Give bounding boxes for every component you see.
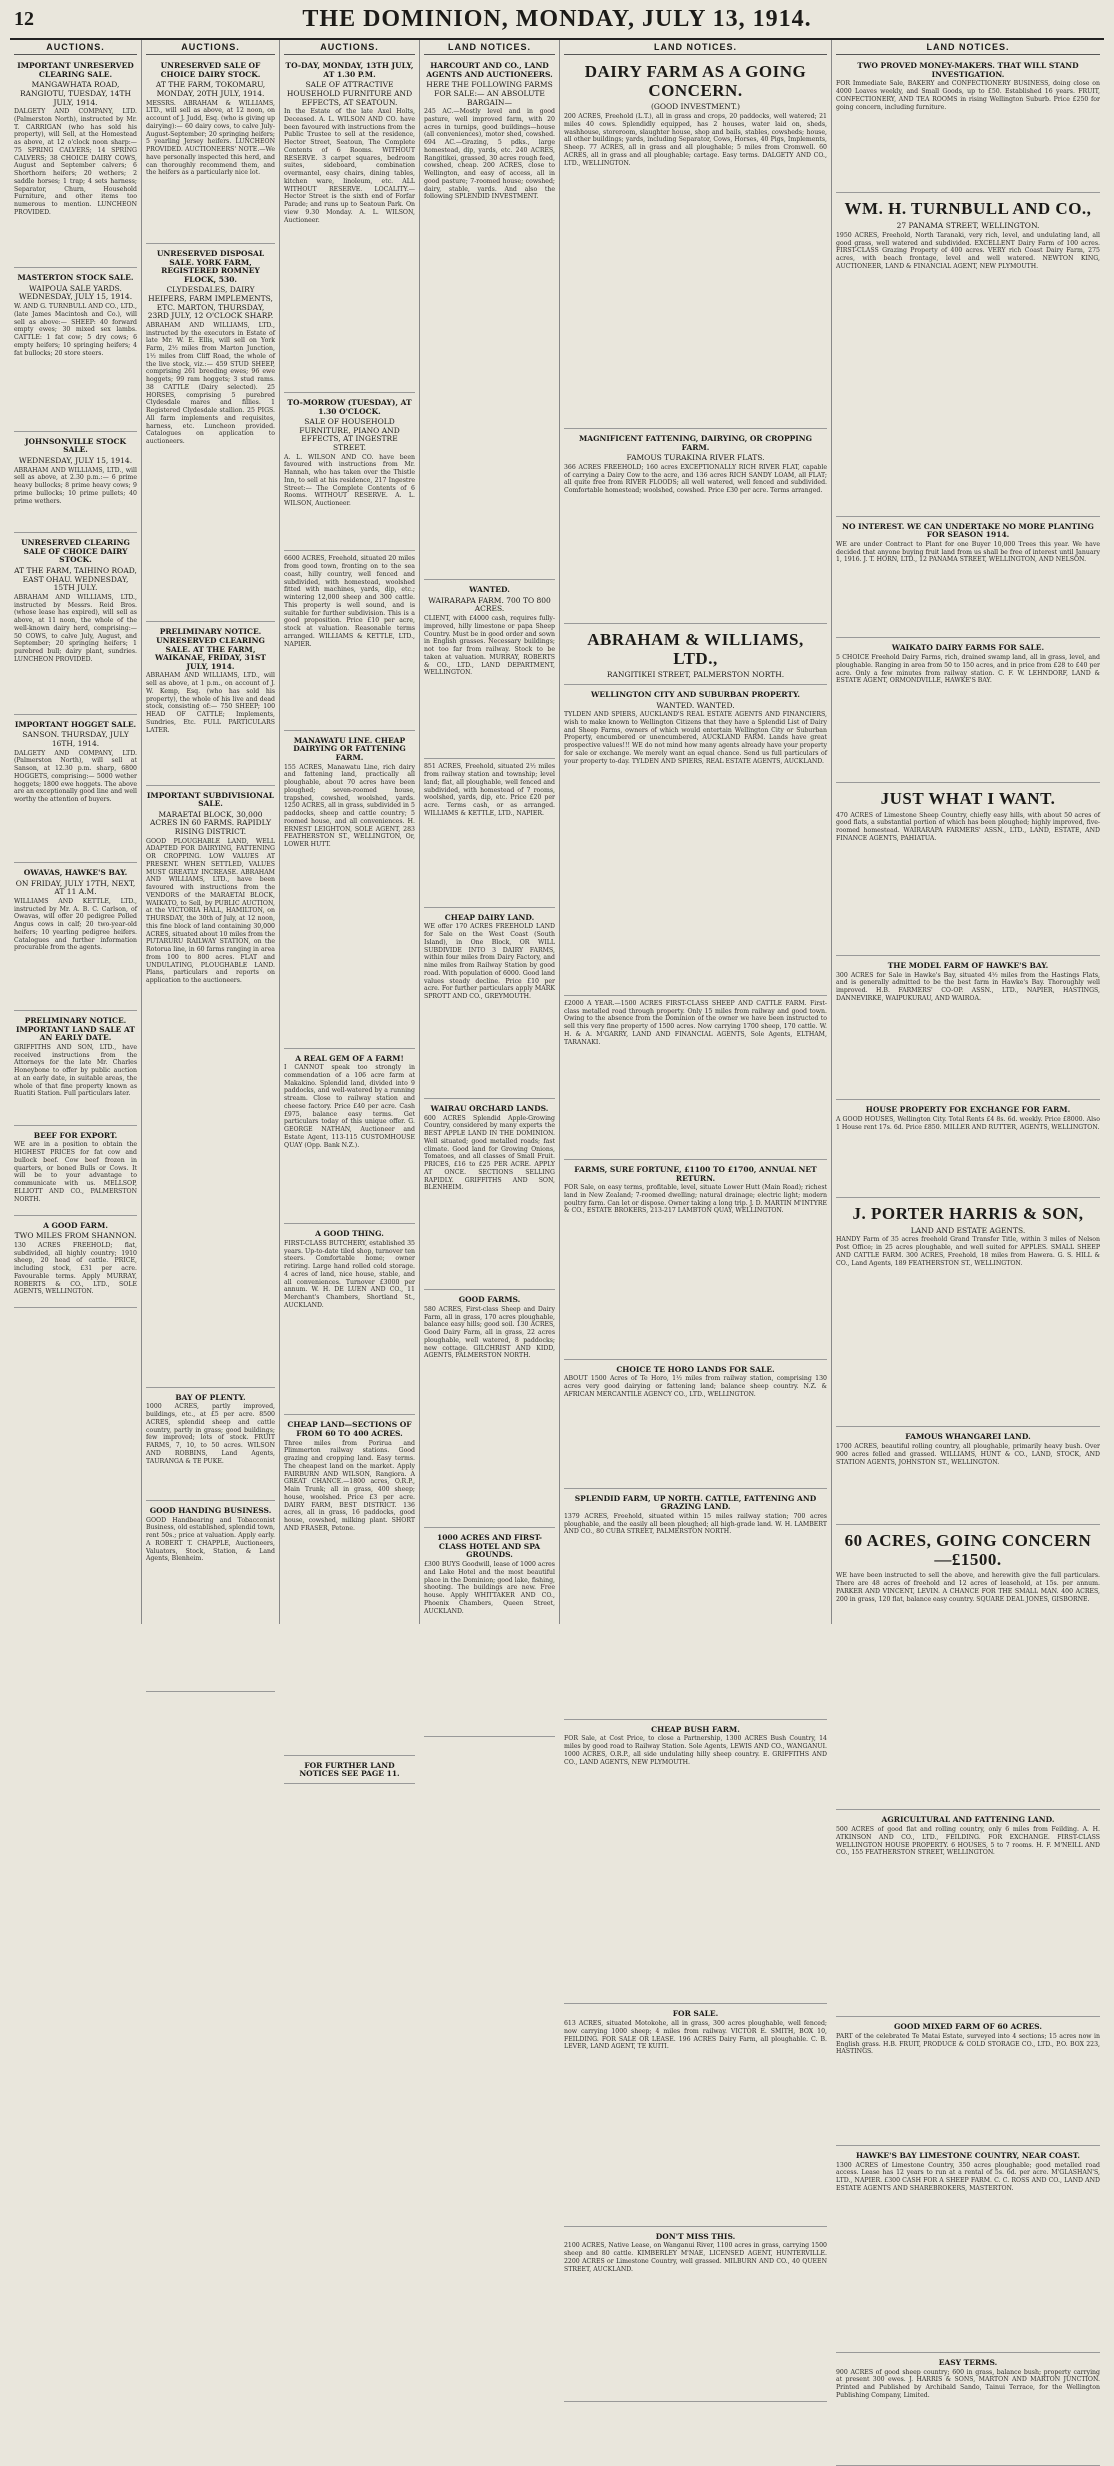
advertisement [836, 519, 1100, 639]
ad-title: JUST WHAT I WANT. [880, 788, 1056, 808]
column-4 [420, 40, 560, 1624]
ad-body: 600 ACRES Splendid Apple-Growing Country, considered by many experts the BEST APPLE LAND IN THE DOMINION. Well situated; good metalled roads; fast climate. Good land for Growing Onions, Tomatoes, and all classes of Small Fruit. PRICES, £16 to £25 PER ACRE. APPLY AT ONCE. SECTIONS SELLING RAPIDLY. GRIFFITHS AND SON, BLENHEIM. [424, 1114, 555, 1192]
ad-subtitle: WANTED. WANTED. [656, 700, 735, 710]
ad-body: 1700 ACRES, beautiful rolling country, all ploughable, primarily heavy bush. Over 900 acres felled and grassed. WILLIAMS, HUNT & CO., LAND, STOCK, AND STATION AGENTS, JOHNSTON ST., WELLINGTON. [836, 1443, 1100, 1466]
ad-body: DALGETY AND COMPANY, LTD. (Palmerston North), instructed by Mr. T. CARRIGAN (who has sold his property), will Sell, at the Homestead as above, at 12 o'clock noon sharp:— 75 SPRING CALVERS; 14 SPRING CALVERS; 38 CHOICE DAIRY COWS, August and September calvers; 6 Shorthorn heifers; 20 wethers; 2 saddle horses; 1 trap; 4 sets harness; Separator, Churn, Household Furniture, and other items too numerous to mention. LUNCHEON PROVIDED. [14, 108, 137, 216]
ad-body: 6600 ACRES, Freehold, situated 20 miles from good town, fronting on to the sea coast, hilly country, well fenced and subdivided, with homestead, woolshed fitted with machines, yards, dip, etc.; wintering 12,000 sheep and 300 cattle. This property is well sound, and is suitable for further subdivision. This is a good proposition. Price £10 per acre, stock at valuation. Reasonable terms arranged. WILLIAMS & KETTLE, LTD., NAPIER. [284, 555, 415, 648]
ad-title: TO-MORROW (TUESDAY), AT 1.30 O'CLOCK. [287, 397, 412, 416]
ad-body: ABRAHAM AND WILLIAMS, LTD., will sell as above, at 1 p.m., on account of J. W. Kemp, Esq. (who has sold his property), the whole of his live and dead stock, consisting of:— 750 SHEEP; 100 HEAD OF CATTLE; Implements, Sundries, Etc. FULL PARTICULARS LATER. [146, 672, 275, 734]
advertisement [564, 626, 827, 685]
ad-body: FOR Sale, on easy terms, profitable, level, situate Lower Hutt (Main Road); richest land in New Zealand; 7-roomed dwelling; natural drainage; electric light; modern poultry farm. Can let or dispose. Owner taking a long trip. J. D. MARTIN M'INTYRE & CO., ESTATE BROKERS, 213-217 LAMBTON QUAY, WELLINGTON. [564, 1184, 827, 1215]
ad-body: 613 ACRES, situated Motokohe, all in grass, 300 acres ploughable, well fenced; now carrying 1000 sheep; 4 miles from railway. VICTOR E. SMITH, BOX 10, FEILDING. FOR SALE OR LEASE. 196 ACRES Dairy Farm, all ploughable. C. B. LEVER, LAND AGENT, TE KUITI. [564, 2020, 827, 2051]
advertisement [146, 58, 275, 244]
columns [10, 40, 1104, 2399]
ad-body: PART of the celebrated Te Matai Estate, surveyed into 4 sections; 15 acres now in English grass. H.B. FRUIT, PRODUCE & COLD STORAGE CO., LTD., P.O. BOX 223, HASTINGS. [836, 2032, 1100, 2056]
ad-body: WE have been instructed to sell the above, and herewith give the full particulars. There are 48 acres of freehold and 12 acres of leasehold, at 15s. per annum. PARKER AND VINCENT, LEVIN. A CHANCE FOR THE SMALL MAN. 400 ACRES, 200 in grass, 120 flat, balance easy country. SQUARE DEAL JONES, GISBORNE. [836, 1572, 1100, 1603]
ad-body: 580 ACRES, First-class Sheep and Dairy Farm, all in grass, 170 acres ploughable, balance easy hills; good soil. 130 ACRES, Good Dairy Farm, all in grass, 22 acres ploughable, well watered, 8 paddocks; new cottage. GILCHRIST AND KIDD, AGENTS, PALMERSTON NORTH. [424, 1305, 555, 1360]
masthead [10, 4, 1104, 40]
ad-body: HANDY Farm of 35 acres freehold Grand Transfer Title, within 3 miles of Nelson Post Office; in 25 acres ploughable, and well suited for APPLES. SMALL SHEEP AND CATTLE FARM. 300 ACRES, Freehold, 18 miles from Hawera. G. S. HILL & CO., Land Agents, 189 FEATHERSTON ST., WELLINGTON. [836, 1236, 1100, 1267]
ad-body: FIRST-CLASS BUTCHERY, established 35 years. Up-to-date tiled shop, turnover ten steers. Comfortable home; owner retiring. Large hand rolled cold storage. 4 acres of land, nice house, stable, and all conveniences. Turnover £3000 per annum. W. H. DE LUEN AND CO., 11 Merchant's Chambers, Shortland St., AUCKLAND. [284, 1239, 415, 1309]
advertisement [424, 761, 555, 907]
column-6 [832, 40, 1104, 2399]
ad-subtitle: SALE OF ATTRACTIVE HOUSEHOLD FURNITURE AND EFFECTS, AT SEATOUN. [286, 80, 413, 107]
advertisement [424, 582, 555, 759]
ad-body: ABRAHAM AND WILLIAMS, LTD., instructed by Messrs. Reid Bros. (whose lease has expired), will sell as above, at 11 noon, the whole of the well-known dairy herd, comprising:— 50 COWS, to calve July, August, and September; 20 springing heifers; 1 purebred bull; dairy plant, sundries. LUNCHEON PROVIDED. [14, 593, 137, 663]
advertisement [836, 785, 1100, 956]
ad-body: ABOUT 1500 Acres of Te Horo, 1½ miles from railway station, comprising 130 acres very good dairying or fattening land; balance sheep country. N.Z. & AFRICAN MERCANTILE AGENCY CO., LTD., WELLINGTON. [564, 1375, 827, 1398]
advertisement [564, 1491, 827, 1720]
ad-title: NO INTEREST. WE CAN UNDERTAKE NO MORE PLANTING FOR SEASON 1914. [842, 521, 1094, 540]
column-heading: LAND NOTICES. [836, 42, 1100, 55]
advertisement [14, 434, 137, 533]
advertisement [836, 1812, 1100, 2017]
ad-body: Three miles from Porirua and Plimmerton railway stations. Good grazing and cropping land. Easy terms. The cheapest land on the market. Apply FAIRBURN AND WILSON, Rangiora. A GREAT CHANCE.—1800 acres, O.R.P., Main Trunk; all in grass, 400 sheep; house, woolshed. Price £3 per acre. DAIRY FARM, BEST DISTRICT. 136 acres, all in grass, 16 paddocks, good house, cowshed, milking plant. SHORT AND FRASER, Petone. [284, 1439, 415, 1532]
ad-title: PRELIMINARY NOTICE. UNRESERVED CLEARING SALE. AT THE FARM, WAIKANAE, FRIDAY, 31ST JULY, 1914. [155, 627, 266, 671]
ad-title: OWAVAS, HAWKE'S BAY. [23, 867, 128, 877]
advertisement [146, 624, 275, 785]
ad-subtitle: WAIRARAPA FARM. 700 TO 800 ACRES. [428, 595, 551, 614]
ad-body: 470 ACRES of Limestone Sheep Country, chiefly easy hills, with about 50 acres of good flats, a substantial portion of which has been ploughed; highly improved, five-roomed homestead. WAIRARAPA FARMERS' ASSN., LTD., LAND, ESTATE, AND FINANCE AGENTS, PAHIATUA. [836, 811, 1100, 842]
advertisement [284, 553, 415, 731]
advertisement [284, 1051, 415, 1225]
ad-body: 851 ACRES, Freehold, situated 2½ miles from railway station and township; level land; flat, all ploughable, well fenced and subdivided, with homestead of 7 rooms, woolshed, yards, dip, etc. Price £20 per acre. Terms cash, or as arranged. WILLIAMS & KETTLE, LTD., NAPIER. [424, 763, 555, 817]
ad-title: FOR SALE. [672, 2009, 719, 2019]
ad-title: CHEAP DAIRY LAND. [444, 912, 535, 922]
ad-body: WE offer 170 ACRES FREEHOLD LAND for Sale on the West Coast (South Island), in One Block, OR WILL SUBDIVIDE INTO 3 DAIRY FARMS, within four miles from Dairy Factory, and nine miles from Railway Station by good road. With population of 6000. Good land values steady decline. Price £10 per acre. For further particulars apply MARK SPROTT AND CO., GREYMOUTH. [424, 923, 555, 1001]
advertisement [836, 640, 1100, 782]
ad-body: 1950 ACRES, Freehold, North Taranaki, very rich, level, and undulating land, all good grass, well watered and subdivided. EXCELLENT Dairy Farm of 100 acres. FIRST-CLASS Grazing Property of 400 acres. VERY rich Coast Dairy Farm, 275 acres, with beach frontage, level and well watered. NEWTON KING, AUCTIONEER, LAND & FINANCIAL AGENT, NEW PLYMOUTH. [836, 231, 1100, 270]
advertisement [836, 195, 1100, 516]
advertisement [836, 1527, 1100, 1810]
ad-subtitle: ON FRIDAY, JULY 17TH, NEXT, AT 11 A.M. [15, 878, 136, 897]
advertisement [424, 1101, 555, 1290]
ad-title: SPLENDID FARM, UP NORTH. CATTLE, FATTENING AND GRAZING LAND. [574, 1493, 817, 1512]
ad-subtitle: CLYDESDALES, DAIRY HEIFERS, FARM IMPLEMENTS, ETC. MARTON, THURSDAY, 23RD JULY, 12 O'CLOCK SHARP. [147, 285, 274, 321]
ad-subtitle: RANGITIKEI STREET, PALMERSTON NORTH. [606, 670, 785, 680]
ad-title: BAY OF PLENTY. [175, 1392, 246, 1402]
ad-subtitle: SALE OF HOUSEHOLD FURNITURE, PIANO AND EFFECTS, AT INGESTRE STREET. [299, 417, 400, 453]
ad-title: TO-DAY, MONDAY, 13TH JULY, AT 1.30 P.M. [285, 61, 414, 79]
ad-body: ABRAHAM AND WILLIAMS, LTD., will sell as above, at 2.30 p.m.:— 6 prime heavy bullocks; 8 prime heavy cows; 9 prime bullocks; 10 prime pullets; 40 prime wethers. [14, 466, 137, 505]
ad-body: 300 ACRES for Sale in Hawke's Bay, situated 4½ miles from the Hastings Flats, and is generally admitted to be the best farm in Hawke's Bay. Thoroughly well improved. H.B. FARMERS' CO-OP. ASSN., LTD., NAPIER, HASTINGS, DANNEVIRKE, WAIPUKURAU, AND WAIROA. [836, 971, 1100, 1002]
ad-title: UNRESERVED DISPOSAL SALE. YORK FARM, REGISTERED ROMNEY FLOCK, 530. [156, 248, 265, 284]
ad-title: GOOD HANDING BUSINESS. [149, 1505, 272, 1515]
ad-title: A GOOD FARM. [43, 1220, 108, 1230]
ad-title: CHEAP LAND—SECTIONS OF FROM 60 TO 400 ACRES. [287, 1420, 412, 1438]
ad-subtitle: (GOOD INVESTMENT.) [650, 102, 741, 112]
ad-body: DALGETY AND COMPANY, LTD. (Palmerston North), will sell at Sanson, at 12.30 p.m. sharp, 6800 HOGGETS, comprising:— 5000 wether hoggets; 1800 ewe hoggets. The above are an exceptionally good line and well worthy the attention of buyers. [14, 749, 137, 804]
ad-title: HAWKE'S BAY LIMESTONE COUNTRY, NEAR COAST. [855, 2151, 1081, 2161]
ad-body: WILLIAMS AND KETTLE, LTD., instructed by Mr. A. B. C. Carlson, of Owavas, will offer 20 pedigree Polled Angus cows in calf; 20 two-year-old heifers; 10 yearling pedigree heifers. Catalogues and further information procurable from the agents. [14, 897, 137, 952]
ad-title: WANTED. [469, 585, 510, 595]
ad-title: AGRICULTURAL AND FATTENING LAND. [881, 1815, 1055, 1825]
ad-title: WELLINGTON CITY AND SUBURBAN PROPERTY. [591, 689, 800, 699]
ad-body: W. AND G. TURNBULL AND CO., LTD., (late James Macintosh and Co.), will sell as above:— SHEEP: 40 forward empty ewes; 30 mixed sex lambs. CATTLE: 1 fat cow; 5 dry cows; 6 empty heifers; 10 springing heifers; 4 fat bullocks; 20 store steers. [14, 303, 137, 357]
ad-body: 155 ACRES, Manawatu Line, rich dairy and fattening land, practically all ploughable, about 70 acres have been ploughed; seven-roomed house, trapshed, cowshed, woolshed, yards. 1250 ACRES, all in grass, subdivided in 5 paddocks, sheep and cattle country; 5 roomed house, and all conveniences. H. ERNEST LEIGHTON, SOLE AGENT, 283 FEATHERSTON ST., WELLINGTON, Or, LOWER HUTT. [284, 763, 415, 849]
ad-body: 200 ACRES, Freehold (L.T.), all in grass and crops, 20 paddocks, well watered; 21 miles 40 cows. Splendidly equipped, has 2 houses, water laid on, sheds, washhouse, storeroom, slaughter house, shop and bails, stables, cowsheds; house, all other buildings; yards, including Separator, Cows, Horses, 40 Pigs, Implements, Sheep. 77 ACRES, all in grass and all ploughable; 5 miles from Cromwell. 60 ACRES, all in grass and all ploughable; cartage. Easy terms. DALGETY AND CO., LTD., WELLINGTON. [564, 113, 827, 167]
ad-subtitle: SANSON. THURSDAY, JULY 16TH, 1914. [22, 730, 129, 749]
newspaper-title: THE DOMINION, MONDAY, JULY 13, 1914. [302, 6, 812, 32]
ad-body: A. L. WILSON AND CO. have been favoured with instructions from Mr. Hannah, who has taken over the Thistle Inn, to sell at his residence, 217 Ingestre Street:— The Complete Contents of 6 Rooms. WITHOUT RESERVE. A. L. WILSON, Auctioneer. [284, 453, 415, 508]
advertisement [284, 58, 415, 393]
ad-body: £2000 A YEAR.—1500 ACRES FIRST-CLASS SHEEP AND CATTLE FARM. First-class metalled road through property. Only 15 miles from railway and good town. Owing to the absence from the Dominion of the owner we have been instructed to sell this very fine property of 1500 acres. Now carrying 1700 sheep, 170 cattle. W. H. & A. M'GARRY, LAND AND FINANCIAL AGENTS, Sole Agents, ELTHAM, TARANAKI. [564, 999, 827, 1046]
ad-title: CHOICE TE HORO LANDS FOR SALE. [616, 1364, 775, 1374]
advertisement [836, 1200, 1100, 1428]
advertisement [564, 58, 827, 429]
ad-title: HOUSE PROPERTY FOR EXCHANGE FOR FARM. [865, 1105, 1071, 1115]
ad-subtitle: TWO MILES FROM SHANNON. [14, 1231, 137, 1241]
ad-title: FOR FURTHER LAND NOTICES SEE PAGE 11. [299, 1760, 400, 1779]
advertisement [284, 1758, 415, 1784]
advertisement [424, 1530, 555, 1736]
ad-subtitle: MANGAWHATA ROAD, RANGIOTU, TUESDAY, 14TH JULY, 1914. [19, 80, 132, 107]
advertisement [284, 395, 415, 551]
column-heading: LAND NOTICES. [424, 42, 555, 55]
ad-title: TWO PROVED MONEY-MAKERS. THAT WILL STAND INVESTIGATION. [857, 61, 1079, 79]
ad-title: THE MODEL FARM OF HAWKE'S BAY. [887, 960, 1049, 970]
ad-title: MAGNIFICENT FATTENING, DAIRYING, OR CROPPING FARM. [578, 434, 812, 452]
advertisement [14, 1218, 137, 1309]
ad-body: GOOD PLOUGHABLE LAND, WELL ADAPTED FOR DAIRYING, FATTENING OR CROPPING. LOW VALUES AT PRESENT. WHEN SETTLED, VALUES MUST GREATLY INCREASE. ABRAHAM AND WILLIAMS, LTD., have been favoured with instructions from the VENDORS of the MARAETAI BLOCK, WAIKATO, to Sell, by PUBLIC AUCTION, at the VICTORIA HALL, HAMILTON, on THURSDAY, the 30th of July, at 12 noon, this fine block of land containing 30,000 ACRES, situated about 10 miles from the PUTARURU RAILWAY STATION, on the Rotorua line, in 60 farms ranging in area from 100 to 800 acres. FLAT and UNDULATING, PLOUGHABLE LAND. Plans, particulars and reports on application to the auctioneers. [146, 837, 275, 985]
ad-body: MESSRS. ABRAHAM & WILLIAMS, LTD., will sell as above, at 12 noon, on account of J. Judd, Esq. (who is giving up dairying):— 60 dairy cows, to calve July-August-September; 20 springing heifers; 5 yearling Jersey heifers. LUNCHEON PROVIDED. AUCTIONEERS' NOTE.—We have personally inspected this herd, and can thoroughly recommend them, and the heifers as a particularly nice lot. [146, 99, 275, 177]
ad-title: PRELIMINARY NOTICE. IMPORTANT LAND SALE AT AN EARLY DATE. [15, 1015, 135, 1043]
ad-title: GOOD FARMS. [458, 1295, 521, 1305]
advertisement [14, 1128, 137, 1216]
advertisement [564, 1362, 827, 1489]
ad-body: FOR Immediate Sale, BAKERY and CONFECTIONERY BUSINESS, doing close on 4000 Loaves weekly, and Small Goods, up to £50. Established 16 years. FRUIT, CONFECTIONERY, AND TEA ROOMS in rising Wellington Suburb. Price £250 for going concern, including furniture. [836, 80, 1100, 111]
advertisement [564, 2229, 827, 2403]
ad-subtitle: AT THE FARM, TOKOMARU, MONDAY, 20TH JULY, 1914. [155, 80, 266, 98]
ad-title: FARMS, SURE FORTUNE, £1100 TO £1700, ANNUAL NET RETURN. [574, 1164, 817, 1183]
ad-title: J. PORTER HARRIS & SON, [852, 1203, 1084, 1223]
ad-title: DAIRY FARM AS A GOING CONCERN. [584, 62, 807, 100]
advertisement [424, 58, 555, 580]
advertisement [836, 58, 1100, 193]
ad-title: WAIRAU ORCHARD LANDS. [430, 1104, 549, 1113]
ad-title: HARCOURT AND CO., LAND AGENTS AND AUCTIONEERS. [426, 61, 553, 79]
ad-title: BEEF FOR EXPORT. [33, 1130, 118, 1140]
ad-title: GOOD MIXED FARM OF 60 ACRES. [894, 2022, 1042, 2032]
ad-body: GRIFFITHS AND SON, LTD., have received instructions from the Attorneys for the late Mr. Charles Honeybone to offer by public auction at an early date, in suitable areas, the whole of that fine property known as Ruatiti Station. Full particulars later. [14, 1043, 137, 1098]
advertisement [564, 1722, 827, 2005]
page-number: 12 [14, 8, 34, 30]
ad-body: 130 ACRES FREEHOLD; flat, subdivided, all highly country; 1910 sheep, 20 head of cattle. PRICE, including stock, £31 per acre. Favourable terms. Apply MURRAY, ROBERTS & CO., LTD., SOLE AGENTS, WELLINGTON. [14, 1241, 137, 1296]
column-3 [280, 40, 420, 1779]
ad-body: 1000 ACRES, partly improved, buildings, etc., at £5 per acre. 8500 ACRES, splendid sheep and cattle country, partly in grass; good buildings; few improved; lots of stock. FRUIT FARMS, 7, 10, to 50 acres. WILSON AND ROBBINS, Land Agents, TAURANGA & TE PUKE. [146, 1403, 275, 1465]
advertisement [836, 2148, 1100, 2353]
advertisement [836, 2355, 1100, 2466]
advertisement [284, 733, 415, 1049]
advertisement [146, 1503, 275, 1692]
advertisement [564, 431, 827, 624]
advertisement [836, 958, 1100, 1100]
ad-subtitle: WAIPOUA SALE YARDS. WEDNESDAY, JULY 15, 1914. [18, 283, 133, 302]
advertisement [146, 788, 275, 1388]
advertisement [424, 1292, 555, 1528]
ad-subtitle: HERE THE FOLLOWING FARMS FOR SALE:— AN ABSOLUTE BARGAIN— [426, 80, 553, 107]
column-heading: AUCTIONS. [14, 42, 137, 55]
ad-body: I CANNOT speak too strongly in commendation of a 106 acre farm at Makakino. Splendid land, divided into 9 paddocks, and well-watered by a running stream. Close to railway station and cheese factory. Price £40 per acre. Cash £975, balance easy terms. Get particulars today of this unique offer. G. GEORGE NATHAN, Auctioneer and Estate Agent, 113-115 CUSTOMHOUSE QUAY (Opp. Bank N.Z.). [284, 1064, 415, 1149]
advertisement [836, 1102, 1100, 1198]
ad-title: A REAL GEM OF A FARM! [295, 1053, 404, 1063]
ad-body: 5 CHOICE Freehold Dairy Farms, rich, drained swamp land, all in grass, level, and ploughable. Ranging in area from 50 to 150 acres, and in price from £28 to £40 per acre. Only a few minutes from railway station. C. F. W. LEHNDORF, LAND & ESTATE AGENT, ORMONDVILLE, HAWKE'S BAY. [836, 654, 1100, 685]
ad-body: ABRAHAM AND WILLIAMS, LTD., instructed by the executors in Estate of late Mr. W. E. Ellis, will sell on York Farm, 2½ miles from Marton Junction, 1½ miles from Cliff Road, the whole of the live stock, viz.:— 459 STUD SHEEP, comprising 261 breeding ewes; 96 ewe hoggets; 99 ram hoggets; 3 stud rams. 38 CATTLE (Dairy selected). 25 HORSES, comprising 5 purebred Clydesdale mares and fillies. 1 Registered Clydesdale stallion. 25 PIGS. All farm implements and requisites, harness, etc. Luncheon provided. Catalogues on application to auctioneers. [146, 321, 275, 446]
ad-body: £300 BUYS Goodwill, lease of 1000 acres and Lake Hotel and the most beautiful place in the Dominion; good lake, fishing, shooting. The buildings are new. Free house. Apply WHITTAKER AND CO., Phoenix Chambers, Queen Street, AUCKLAND. [424, 1561, 555, 1615]
ad-title: UNRESERVED CLEARING SALE OF CHOICE DAIRY STOCK. [21, 538, 130, 565]
advertisement [564, 687, 827, 996]
ad-body: 366 ACRES FREEHOLD; 160 acres EXCEPTIONALLY RICH RIVER FLAT, capable of carrying a Dairy Cow to the acre, and 136 acres RICH SANDY LOAM, all FLAT; all quite free from RIVER FLOODS; all well watered, well fenced and subdivided. Comfortable homestead; woolshed, cowshed. Price £30 per acre. Terms arranged. [564, 463, 827, 495]
ad-body: 1300 ACRES of Limestone Country, 350 acres ploughable; good metalled road access. Lease has 12 years to run at a rental of 5s. 6d. per acre. M'GLASHAN'S, LTD., NAPIER. £300 CASH FOR A SHEEP FARM. C. C. ROSS AND CO., LAND AND ESTATE AGENTS AND SHAREBROKERS, MASTERTON. [836, 2161, 1100, 2192]
advertisement [284, 1226, 415, 1415]
advertisement [284, 1417, 415, 1755]
advertisement [564, 1162, 827, 1360]
ad-body: GOOD Handbearing and Tobacconist Business, old established, splendid town, rent 50s.; price at valuation. Apply early. A ROBERT T. CHAPPLE, Auctioneers, Valuators, Stock, Station, & Land Agents, Blenheim. [146, 1516, 275, 1563]
ad-title: MANAWATU LINE. CHEAP DAIRYING OR FATTENING FARM. [293, 735, 406, 763]
column-1 [10, 40, 142, 1624]
advertisement [424, 910, 555, 1099]
advertisement [14, 1013, 137, 1126]
column-heading: AUCTIONS. [146, 42, 275, 55]
ad-title: UNRESERVED SALE OF CHOICE DAIRY STOCK. [160, 61, 261, 79]
ad-title: MASTERTON STOCK SALE. [17, 273, 134, 283]
advertisement [564, 998, 827, 1160]
ad-body: 245 AC.—Mostly level and in good pasture, well improved farm, with 20 acres in turnips, good buildings—house (all conveniences), motor shed, cowshed. 694 AC.—Grazing, 5 pdks., large homestead, dip, yards, etc. 240 ACRES, Rangitikei, grassed, 30 acres rough feed, cowshed, cheap. 200 ACRES, close to Wellington, and easy of access, all in good pasture; 7-roomed house; cowshed; dairy, stable, yards. And also the following SPLENDID INVESTMENT. [424, 108, 555, 201]
column-2 [142, 40, 280, 1624]
ad-title: 60 ACRES, GOING CONCERN—£1500. [844, 1531, 1092, 1569]
ad-title: WM. H. TURNBULL AND CO., [844, 199, 1092, 219]
advertisement [146, 1390, 275, 1501]
ad-body: A GOOD HOUSES, Wellington City. Total Rents £4 8s. 6d. weekly. Price £8000. Also 1 House rent 17s. 6d. Price £850. MILLER AND RUTTER, AGENTS, WELLINGTON. [836, 1115, 1100, 1131]
ad-title: 1000 ACRES AND FIRST-CLASS HOTEL AND SPA GROUNDS. [437, 1533, 542, 1560]
ad-title: WAIKATO DAIRY FARMS FOR SALE. [891, 643, 1045, 653]
ad-title: CHEAP BUSH FARM. [651, 1724, 740, 1734]
ad-subtitle: AT THE FARM, TAIHINO ROAD, EAST OHAU. WEDNESDAY, 15TH JULY. [14, 565, 137, 593]
ad-subtitle: FAMOUS TURAKINA RIVER FLATS. [626, 453, 765, 463]
ad-body: In the Estate of the late Axel Holts, Deceased. A. L. WILSON AND CO. have been favoured with instructions from the Public Trustee to sell at the residence, Hector Street, Seatoun, The Complete Contents of 6 Rooms. WITHOUT RESERVE. 3 carpet squares, bedroom suites, sideboard, combination overmantel, easy chairs, dining tables, kitchen ware, linoleum, etc. ALL WITHOUT RESERVE. LOCALITY.—Hector Street is the sixth end of Forfar Parade; and runs up to Seatoun Park. On view 9.30 Monday. A. L. WILSON, Auctioneer. [284, 108, 415, 224]
ad-title: EASY TERMS. [938, 2357, 998, 2367]
ad-title: DON'T MISS THIS. [655, 2231, 736, 2241]
ad-body: TYLDEN AND SPIERS, AUCKLAND'S REAL ESTATE AGENTS AND FINANCIERS, wish to make known to Wellington Citizens that they have a Splendid List of Dairy and Sheep Farms, owners of which would entertain Wellington City or Suburban Property, encumbered or unencumbered, AUCKLAND FARM. Lands have great prospective values!!! WE do not mind how many agents already have your property for sale or exchange. We merely want an equal chance. Send us full particulars of your property to-day. TYLDEN AND SPIERS, REAL ESTATE AGENTS, AUCKLAND. [564, 711, 827, 765]
ad-body: 1379 ACRES, Freehold, situated within 15 miles railway station; 700 acres ploughable, and the easily all been ploughed; all high-grade land. W. H. LAMBERT AND CO., 80 CUBA STREET, PALMERSTON NORTH. [564, 1512, 827, 1536]
column-heading: AUCTIONS. [284, 42, 415, 55]
ad-body: WE are in a position to obtain the HIGHEST PRICES for fat cow and bullock beef. Cow beef frozen in quarters, or boned Bulls or Cows. It will be to your advantage to communicate with us. MELLSOP, ELLIOTT AND CO., PALMERSTON NORTH. [14, 1141, 137, 1203]
advertisement [14, 717, 137, 863]
ad-body: 900 ACRES of good sheep country; 600 in grass, balance bush; property carrying at present 300 ewes. J. HARRIS & SONS, MARTON AND MARTON JUNCTION. Printed and Published by Archibald Sando, Tainui Terrace, for the Wellington Publishing Company, Limited. [836, 2368, 1100, 2399]
advertisement [836, 2019, 1100, 2146]
ad-body: WE are under Contract to Plant for one Buyer 10,000 Trees this year. We have decided that anyone buying fruit land from us shall be free of interest until January 1, 1916. J. T. HORN, LTD., 12 PANAMA STREET, WELLINGTON, AND NELSON. [836, 540, 1100, 564]
ad-subtitle: LAND AND ESTATE AGENTS. [910, 1225, 1026, 1235]
ad-title: IMPORTANT SUBDIVISIONAL SALE. [146, 790, 275, 809]
advertisement [564, 2006, 827, 2226]
column-heading: LAND NOTICES. [564, 42, 827, 55]
advertisement [14, 270, 137, 432]
ad-body: CLIENT, with £4000 cash, requires fully-improved, hilly limestone or papa Sheep Country. Must be in good order and sown in English grasses. Necessary buildings; not too far from railway. Stock to be taken at valuation. MURRAY, ROBERTS & CO., LTD., LAND DEPARTMENT, WELLINGTON. [424, 615, 555, 677]
advertisement [836, 1429, 1100, 1525]
ad-subtitle: 27 PANAMA STREET, WELLINGTON. [896, 221, 1040, 231]
ad-subtitle: WEDNESDAY, JULY 15, 1914. [18, 456, 133, 466]
ad-body: FOR Sale, at Cost Price, to close a Partnership, 1300 ACRES Bush Country, 14 miles by good road to Railway Station. Sole Agents, LEWIS AND CO., WANGANUI. 1000 ACRES, O.R.P., all side undulating hilly sheep country. E. GRIFFITHS AND CO., LAND AGENTS, NEW PLYMOUTH. [564, 1735, 827, 1766]
advertisement [14, 865, 137, 1011]
column-5 [560, 40, 832, 2273]
ad-title: JOHNSONVILLE STOCK SALE. [24, 436, 127, 455]
ad-subtitle: MARAETAI BLOCK, 30,000 ACRES IN 60 FARMS. RAPIDLY RISING DISTRICT. [149, 809, 272, 837]
ad-body: 2100 ACRES, Native Lease, on Wanganui River, 1100 acres in grass, carrying 1500 sheep and 80 cattle. KIMBERLEY M'NAE, LICENSED AGENT, HUNTERVILLE. 2200 ACRES or Limestone Country, well grassed. MILBURN AND CO., 40 QUEEN STREET, AUCKLAND. [564, 2242, 827, 2273]
ad-title: FAMOUS WHANGAREI LAND. [905, 1432, 1031, 1442]
ad-title: IMPORTANT UNRESERVED CLEARING SALE. [17, 61, 134, 79]
ad-title: ABRAHAM & WILLIAMS, LTD., [587, 629, 804, 668]
advertisement [14, 58, 137, 268]
ad-title: IMPORTANT HOGGET SALE. [14, 719, 137, 729]
advertisement [14, 535, 137, 715]
ad-title: A GOOD THING. [315, 1229, 384, 1239]
advertisement [146, 246, 275, 622]
ad-body: 500 ACRES of good flat and rolling country, only 6 miles from Feilding. A. H. ATKINSON AND CO., LTD., FEILDING. FOR EXCHANGE. FIRST-CLASS WELLINGTON HOUSE PROPERTY. 6 HOUSES, 5 to 7 rooms. H. F. M'NEILL AND CO., 155 FEATHERSTON STREET, WELLINGTON. [836, 1826, 1100, 1857]
